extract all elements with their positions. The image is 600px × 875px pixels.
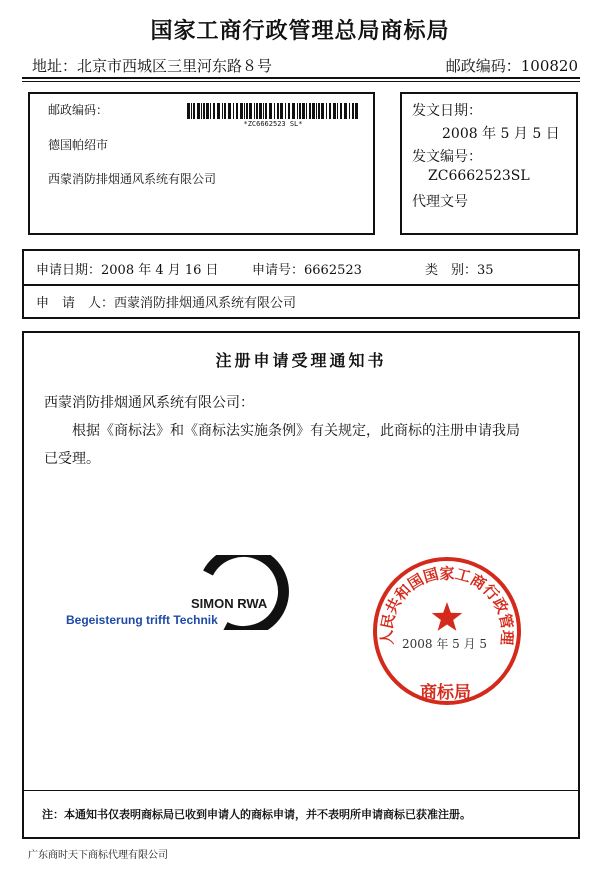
footnote: 注：本通知书仅表明商标局已收到申请人的商标申请，并不表明所申请商标已获准注册。 — [42, 808, 471, 821]
dispatch-box — [400, 92, 578, 235]
recipient-city: 德国帕绍市 — [48, 138, 109, 152]
recipient-postal-label: 邮政编码： — [48, 103, 109, 117]
seal-date: 2008 年 5 月 5 — [402, 637, 488, 651]
header-rule-thin — [22, 81, 580, 82]
application-date: 申请日期：2008 年 4 月 16 日 — [36, 263, 219, 278]
recipient-company: 西蒙消防排烟通风系统有限公司 — [48, 172, 217, 186]
notice-body-line2: 已受理。 — [44, 451, 100, 467]
trademark-brand: SIMON RWA — [191, 596, 268, 611]
dispatch-number: ZC6662523SL — [428, 168, 530, 184]
agent-ref-label: 代理文号 — [412, 194, 468, 210]
trademark-slogan: Begeisterung trifft Technik — [66, 613, 218, 627]
application-class: 类 别：35 — [425, 263, 494, 278]
applicant: 申 请 人：西蒙消防排烟通风系统有限公司 — [36, 296, 297, 311]
notice-salutation: 西蒙消防排烟通风系统有限公司： — [44, 395, 254, 411]
notice-body-line1: 根据《商标法》和《商标法实施条例》有关规定，此商标的注册申请我局 — [72, 423, 520, 439]
notice-title: 注册申请受理通知书 — [215, 351, 387, 370]
seal-center-text: 商标局 — [420, 683, 471, 703]
dispatch-number-label: 发文编号： — [412, 149, 482, 165]
footnote-rule — [22, 790, 580, 791]
barcode — [187, 103, 359, 119]
dispatch-date-label: 发文日期： — [412, 103, 482, 119]
office-address: 地址：北京市西城区三里河东路８号 — [32, 57, 273, 75]
application-number: 申请号：6662523 — [252, 263, 362, 278]
office-postal-code: 邮政编码：100820 — [445, 57, 578, 75]
agent-name: 广东商时天下商标代理有限公司 — [28, 850, 168, 861]
page-title: 国家工商行政管理总局商标局 — [150, 18, 450, 44]
header-rule — [22, 77, 580, 79]
barcode-text: *ZC6662523 SL* — [243, 120, 303, 128]
seal-ring-text: 人民共和国国家工商行政管理 — [377, 564, 517, 646]
dispatch-date: 2008 年 5 月 5 日 — [442, 126, 560, 142]
info-divider — [24, 284, 578, 286]
star-icon — [432, 602, 462, 631]
